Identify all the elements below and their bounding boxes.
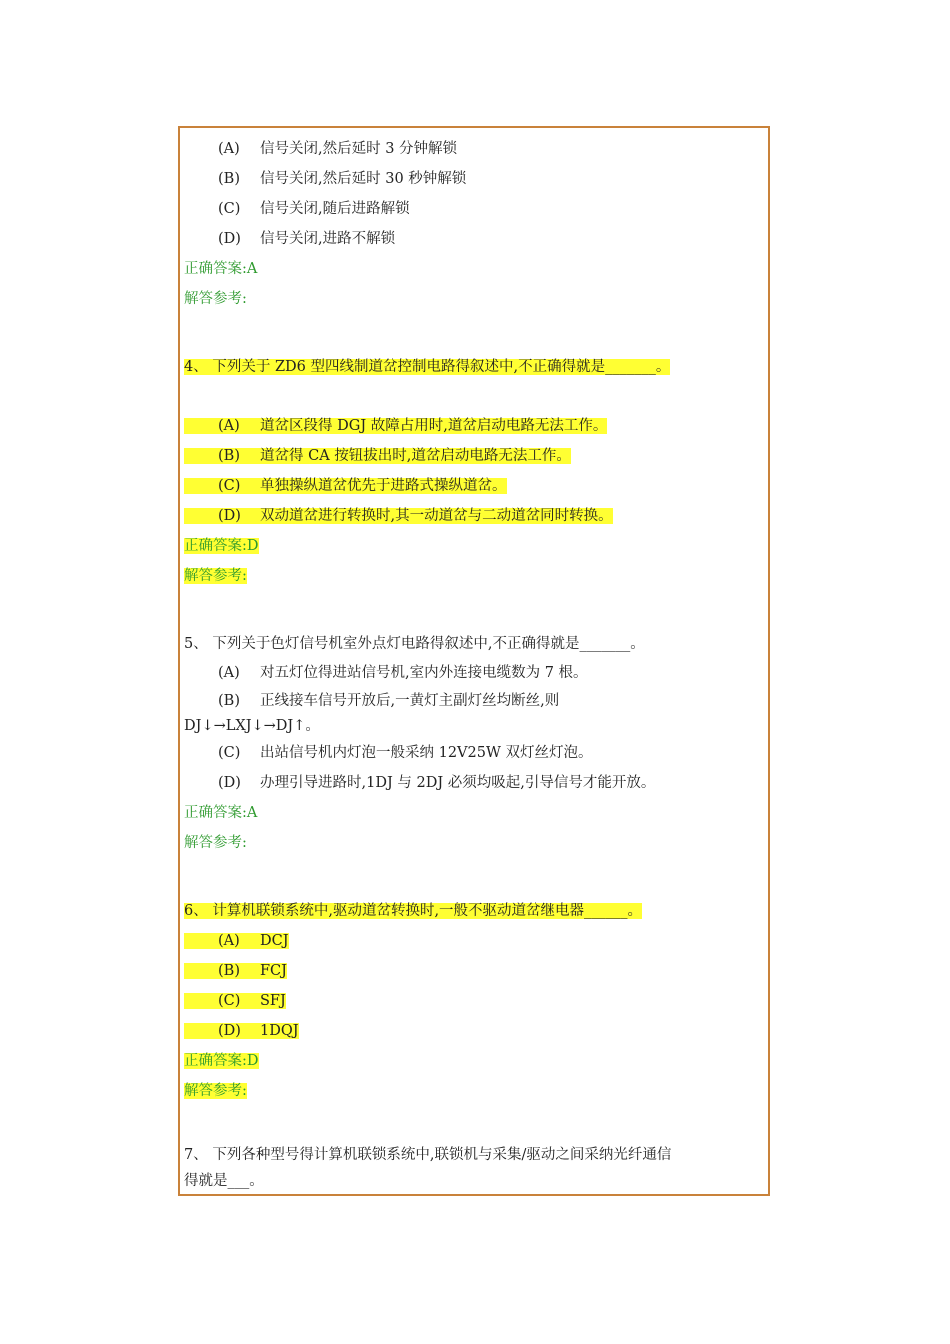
- q4-option-d: (D) 双动道岔进行转换时,其一动道岔与二动道岔同时转换。: [184, 506, 613, 526]
- q5-question: 5、 下列关于色灯信号机室外点灯电路得叙述中,不正确得就是_______。: [184, 636, 645, 652]
- q4-question: 4、 下列关于 ZD6 型四线制道岔控制电路得叙述中,不正确得就是_______。: [184, 359, 671, 375]
- q4-option-b: (B) 道岔得 CA 按钮拔出时,道岔启动电路无法工作。: [184, 446, 571, 466]
- q6-option-c: (C) SFJ: [184, 991, 286, 1011]
- q5-option-c: (C) 出站信号机内灯泡一般采纳 12V25W 双灯丝灯泡。: [218, 745, 593, 761]
- q3-option-b: (B) 信号关闭,然后延时 30 秒钟解锁: [218, 171, 467, 187]
- q4-option-a: (A) 道岔区段得 DGJ 故障占用时,道岔启动电路无法工作。: [184, 416, 607, 436]
- q3-option-a: (A) 信号关闭,然后延时 3 分钟解锁: [218, 141, 458, 157]
- q3-explain: 解答参考:: [184, 291, 247, 307]
- q6-option-b: (B) FCJ: [184, 961, 287, 981]
- q6-option-a: (A) DCJ: [184, 931, 289, 951]
- q7-question-line2: 得就是___。: [184, 1173, 264, 1189]
- q5-option-d: (D) 办理引导进路时,1DJ 与 2DJ 必须均吸起,引导信号才能开放。: [218, 775, 656, 791]
- q5-explain: 解答参考:: [184, 835, 247, 851]
- q3-option-c: (C) 信号关闭,随后进路解锁: [218, 201, 410, 217]
- q6-explain: 解答参考:: [184, 1083, 247, 1099]
- q3-answer: 正确答案:A: [184, 261, 258, 277]
- q5-answer: 正确答案:A: [184, 805, 258, 821]
- q6-question: 6、 计算机联锁系统中,驱动道岔转换时,一般不驱动道岔继电器______。: [184, 903, 643, 919]
- q5-option-a: (A) 对五灯位得进站信号机,室内外连接电缆数为 7 根。: [218, 665, 588, 681]
- q6-option-d: (D) 1DQJ: [184, 1021, 299, 1041]
- q4-answer: 正确答案:D: [184, 538, 259, 554]
- q5-option-b: (B) 正线接车信号开放后,一黄灯主副灯丝均断丝,则: [218, 693, 560, 709]
- q6-answer: 正确答案:D: [184, 1053, 259, 1069]
- q4-option-c: (C) 单独操纵道岔优先于进路式操纵道岔。: [184, 476, 507, 496]
- q3-option-d: (D) 信号关闭,进路不解锁: [218, 231, 396, 247]
- q5-option-b-continuation: DJ↓→LXJ↓→DJ↑。: [184, 718, 320, 734]
- q4-explain: 解答参考:: [184, 568, 247, 584]
- q7-question-line1: 7、 下列各种型号得计算机联锁系统中,联锁机与采集/驱动之间采纳光纤通信: [184, 1147, 672, 1163]
